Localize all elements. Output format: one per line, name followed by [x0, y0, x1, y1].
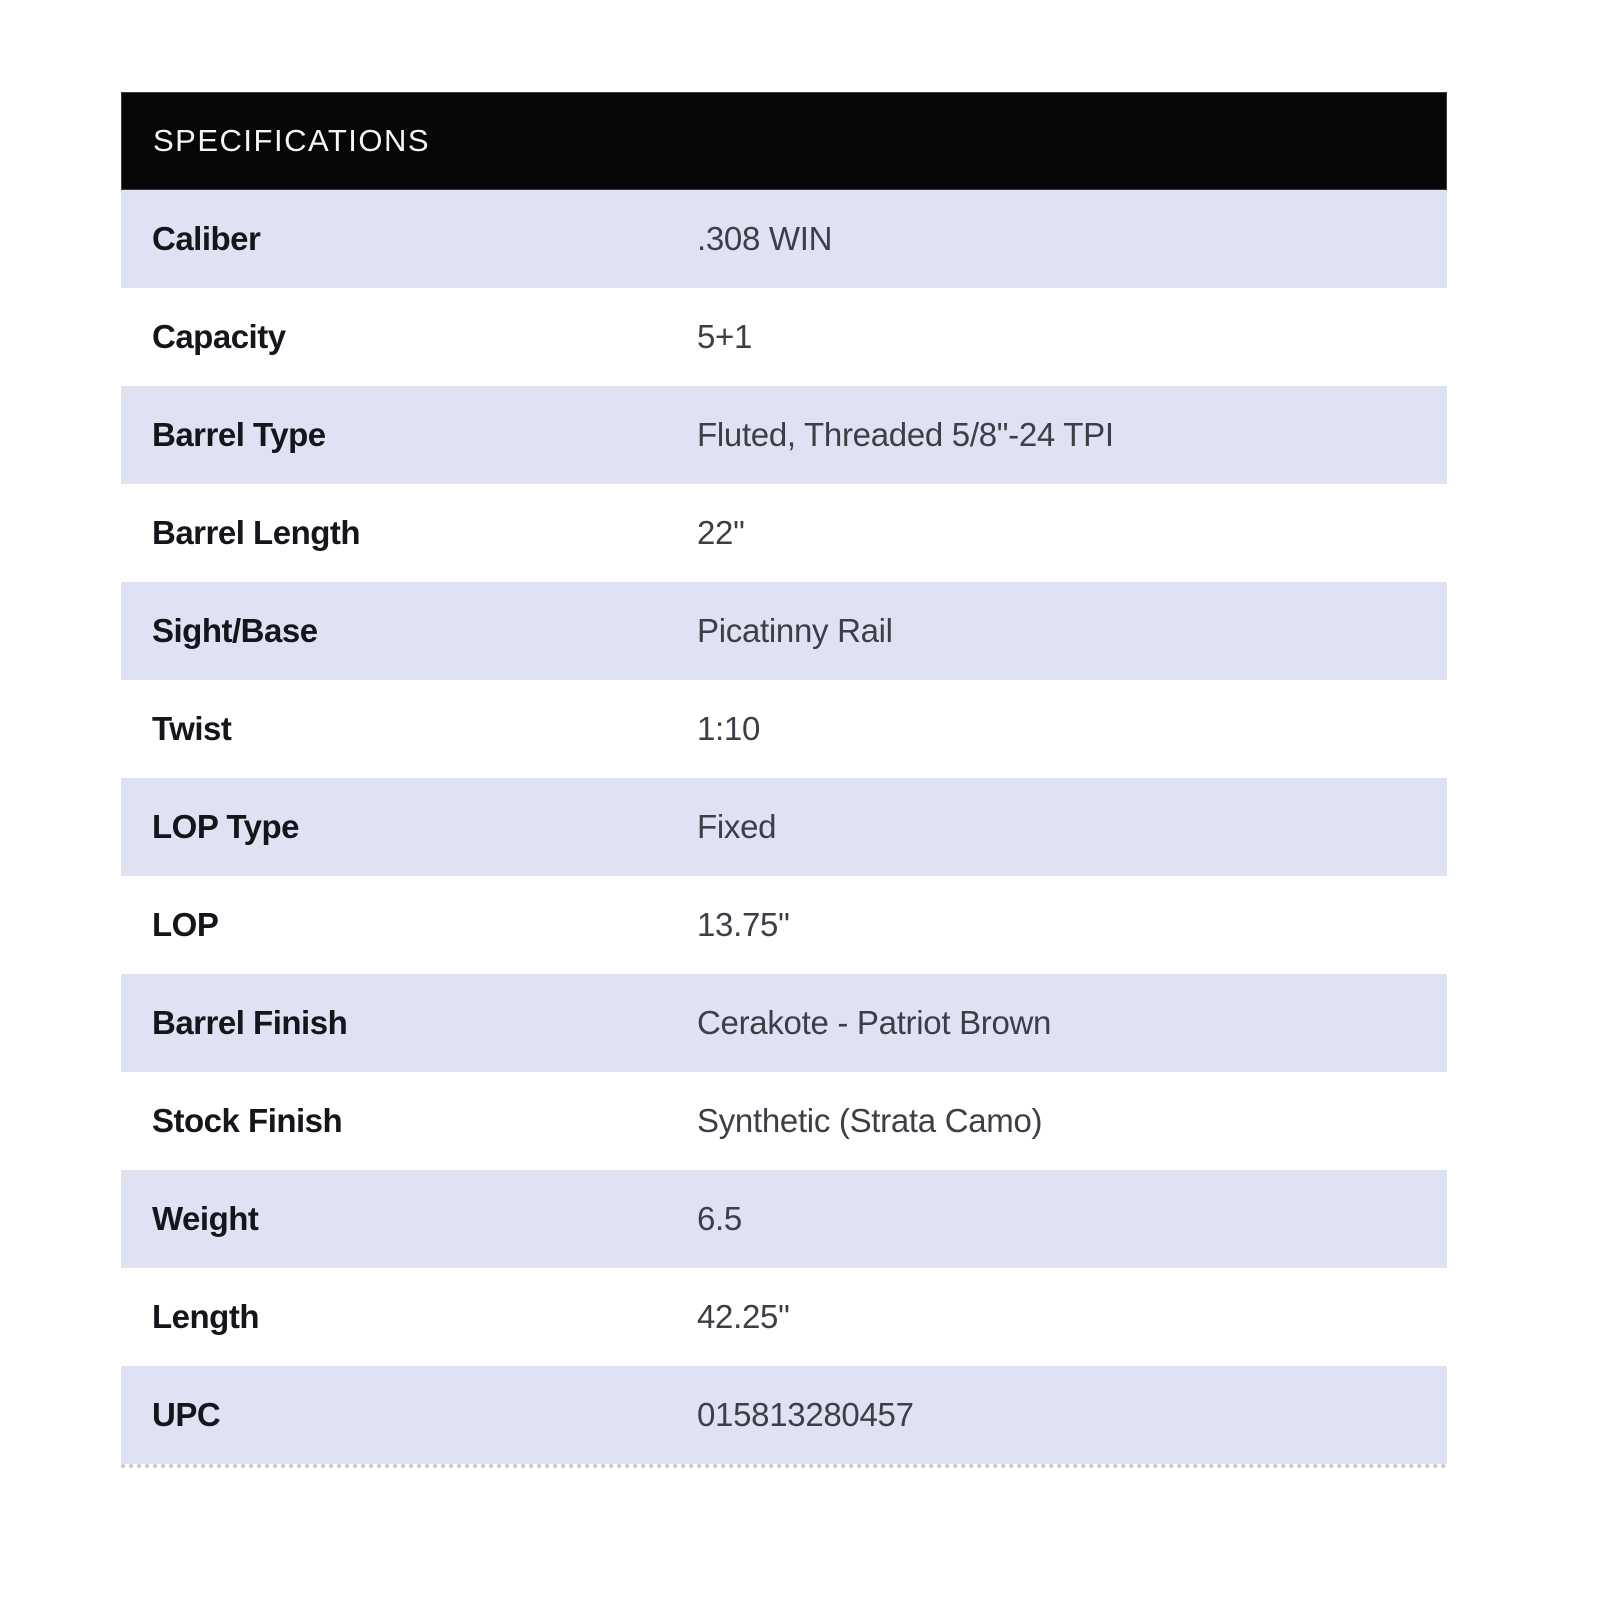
spec-row: [121, 1072, 1447, 1170]
spec-label: LOP Type: [152, 808, 299, 845]
spec-label: UPC: [152, 1396, 221, 1433]
spec-value: Synthetic (Strata Camo): [697, 1102, 1043, 1139]
spec-value: 6.5: [697, 1200, 742, 1237]
spec-label: Stock Finish: [152, 1102, 343, 1139]
spec-row: [121, 876, 1447, 974]
spec-label: Sight/Base: [152, 612, 318, 649]
spec-row: [121, 1268, 1447, 1366]
spec-value: 015813280457: [697, 1396, 914, 1433]
spec-label: Twist: [152, 710, 232, 747]
spec-label: Caliber: [152, 220, 261, 257]
spec-row: [121, 1366, 1447, 1464]
spec-label: Barrel Type: [152, 416, 326, 453]
spec-row: [121, 974, 1447, 1072]
spec-label: Barrel Length: [152, 514, 361, 551]
spec-value: Fluted, Threaded 5/8"-24 TPI: [697, 416, 1114, 453]
specifications-title: SPECIFICATIONS: [153, 123, 431, 158]
spec-label: Length: [152, 1298, 259, 1335]
specifications-table: [121, 92, 1447, 1468]
spec-value: 1:10: [697, 710, 761, 747]
spec-row: [121, 778, 1447, 876]
spec-value: 13.75": [697, 906, 790, 943]
spec-value: 22": [697, 514, 745, 551]
spec-value: Cerakote - Patriot Brown: [697, 1004, 1052, 1041]
spec-row: [121, 680, 1447, 778]
spec-label: Weight: [152, 1200, 259, 1237]
spec-value: Picatinny Rail: [697, 612, 893, 649]
spec-value: Fixed: [697, 808, 777, 845]
spec-table-body: [121, 190, 1447, 1464]
spec-label: Barrel Finish: [152, 1004, 348, 1041]
spec-value: .308 WIN: [697, 220, 833, 257]
spec-row: [121, 288, 1447, 386]
spec-row: [121, 190, 1447, 288]
spec-row: [121, 582, 1447, 680]
spec-label: Capacity: [152, 318, 286, 355]
spec-row: [121, 484, 1447, 582]
spec-value: 5+1: [697, 318, 753, 355]
spec-row: [121, 386, 1447, 484]
spec-row: [121, 1170, 1447, 1268]
specifications-header: [121, 92, 1447, 190]
spec-label: LOP: [152, 906, 219, 943]
spec-value: 42.25": [697, 1298, 790, 1335]
